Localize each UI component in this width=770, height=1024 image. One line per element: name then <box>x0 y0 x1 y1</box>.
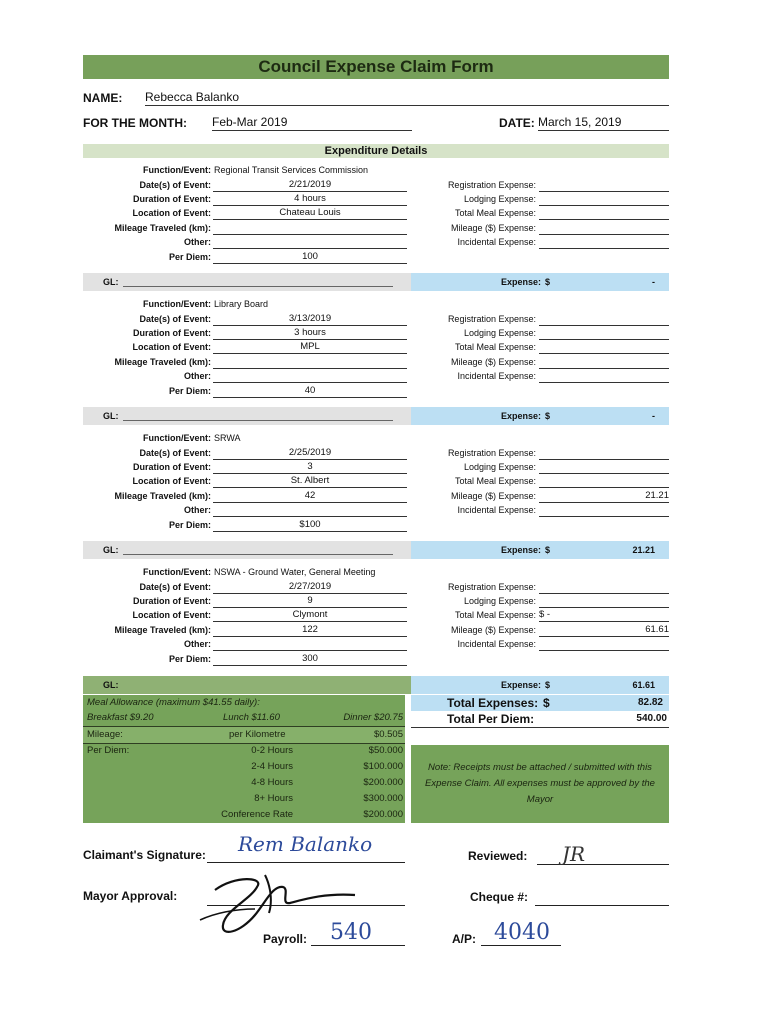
incidental-label: Incidental Expense: <box>457 371 536 381</box>
mileage-km-field[interactable]: 42 <box>213 489 407 503</box>
per-diem-rates-label: Per Diem: <box>87 745 130 756</box>
duration-field[interactable]: 9 <box>213 594 407 608</box>
reviewed-label: Reviewed: <box>468 849 528 863</box>
expense-value: 61.61 <box>632 680 655 690</box>
location-field[interactable]: St. Albert <box>213 474 407 488</box>
meal-label: Total Meal Expense: <box>454 476 536 486</box>
mileage-rate-label: Mileage: <box>87 729 123 740</box>
mileage-km-label: Mileage Traveled (km): <box>114 625 211 635</box>
rate-value-2-4: $100.000 <box>363 761 403 772</box>
expense-cell <box>411 676 669 694</box>
dates-field[interactable]: 2/27/2019 <box>213 580 407 594</box>
expense-dollar: $ <box>545 545 551 555</box>
duration-label: Duration of Event: <box>133 328 211 338</box>
total-expenses-value: 82.82 <box>637 697 663 708</box>
per-diem-label: Per Diem: <box>168 654 211 664</box>
expense-label: Expense: <box>501 545 542 555</box>
gl-label: GL: <box>103 545 119 555</box>
expenditure-details-header: Expenditure Details <box>83 144 669 158</box>
gl-label: GL: <box>103 680 119 690</box>
form-title: Council Expense Claim Form <box>83 55 669 79</box>
payroll-line[interactable] <box>311 945 405 946</box>
ap-line[interactable] <box>481 945 561 946</box>
lodging-field[interactable] <box>539 460 669 474</box>
expense-dollar: $ <box>545 680 551 690</box>
per-diem-label: Per Diem: <box>168 520 211 530</box>
gl-expense-row <box>83 541 669 559</box>
per-diem-field[interactable]: $100 <box>213 518 407 532</box>
lodging-field[interactable] <box>539 326 669 340</box>
rate-label-4-8: 4-8 Hours <box>251 777 293 788</box>
lodging-label: Lodging Expense: <box>463 194 536 204</box>
expense-cell <box>411 541 669 559</box>
mileage-rate-unit: per Kilometre <box>229 729 286 740</box>
rate-label-0-2: 0-2 Hours <box>251 745 293 756</box>
dates-label: Date(s) of Event: <box>139 314 211 324</box>
expense-dollar: $ <box>545 277 551 287</box>
meal-label: Total Meal Expense: <box>454 208 536 218</box>
expense-label: Expense: <box>501 411 542 421</box>
rate-value-conference: $200.000 <box>363 809 403 820</box>
gl-field[interactable] <box>123 286 393 287</box>
dates-field[interactable]: 2/21/2019 <box>213 178 407 192</box>
location-label: Location of Event: <box>132 610 211 620</box>
name-field[interactable]: Rebecca Balanko <box>145 90 669 106</box>
name-label: NAME: <box>83 91 123 105</box>
function-label: Function/Event: <box>143 299 211 309</box>
registration-label: Registration Expense: <box>447 448 536 458</box>
per-diem-label: Per Diem: <box>168 386 211 396</box>
dates-field[interactable]: 3/13/2019 <box>213 312 407 326</box>
gl-label: GL: <box>103 411 119 421</box>
other-label: Other: <box>184 505 211 515</box>
function-value[interactable]: SRWA <box>214 433 241 443</box>
receipts-note: Note: Receipts must be attached / submitted with this Expense Claim. All expenses must be approved by the Mayor <box>411 745 669 823</box>
registration-label: Registration Expense: <box>447 582 536 592</box>
per-diem-field[interactable]: 300 <box>213 652 407 666</box>
location-field[interactable]: MPL <box>213 340 407 354</box>
reviewed-line[interactable] <box>537 864 669 865</box>
meal-label: Total Meal Expense: <box>454 342 536 352</box>
total-expenses-dollar: $ <box>543 696 550 710</box>
lunch-rate: Lunch $11.60 <box>223 712 280 723</box>
other-field[interactable] <box>213 235 407 249</box>
dates-label: Date(s) of Event: <box>139 180 211 190</box>
claimant-signature-label: Claimant's Signature: <box>83 848 206 862</box>
meal-field[interactable] <box>539 206 669 220</box>
lodging-field[interactable] <box>539 594 669 608</box>
function-label: Function/Event: <box>143 567 211 577</box>
mileage-cost-label: Mileage ($) Expense: <box>450 357 536 367</box>
meal-field[interactable] <box>539 474 669 488</box>
other-label: Other: <box>184 639 211 649</box>
gl-field[interactable] <box>123 420 393 421</box>
ap-value: 4040 <box>494 920 550 945</box>
incidental-field[interactable] <box>539 369 669 383</box>
incidental-field[interactable] <box>539 637 669 651</box>
lodging-label: Lodging Expense: <box>463 596 536 606</box>
lodging-label: Lodging Expense: <box>463 328 536 338</box>
expense-dollar: $ <box>545 411 551 421</box>
rate-value-4-8: $200.000 <box>363 777 403 788</box>
per-diem-label: Per Diem: <box>168 252 211 262</box>
expense-value: - <box>652 277 655 287</box>
location-field[interactable]: Chateau Louis <box>213 206 407 220</box>
dates-label: Date(s) of Event: <box>139 448 211 458</box>
registration-label: Registration Expense: <box>447 314 536 324</box>
incidental-field[interactable] <box>539 235 669 249</box>
date-label: DATE: <box>499 116 535 130</box>
expense-label: Expense: <box>501 680 542 690</box>
breakfast-rate: Breakfast $9.20 <box>87 712 154 723</box>
total-per-diem-row <box>411 711 669 728</box>
incidental-field[interactable] <box>539 503 669 517</box>
gl-cell <box>83 273 411 291</box>
gl-field[interactable] <box>123 554 393 555</box>
allowance-table <box>83 695 405 823</box>
total-expenses-row <box>411 695 669 711</box>
registration-field[interactable] <box>539 312 669 326</box>
duration-field[interactable]: 3 hours <box>213 326 407 340</box>
month-field[interactable]: Feb-Mar 2019 <box>212 115 412 131</box>
registration-label: Registration Expense: <box>447 180 536 190</box>
rate-value-0-2: $50.000 <box>368 745 403 756</box>
other-field[interactable] <box>213 503 407 517</box>
incidental-label: Incidental Expense: <box>457 639 536 649</box>
expense-cell <box>411 407 669 425</box>
rate-label-8-plus: 8+ Hours <box>254 793 293 804</box>
duration-field[interactable]: 3 <box>213 460 407 474</box>
gl-expense-row <box>83 273 669 291</box>
function-value[interactable]: NSWA - Ground Water, General Meeting <box>214 567 376 577</box>
mileage-km-label: Mileage Traveled (km): <box>114 223 211 233</box>
duration-field[interactable]: 4 hours <box>213 192 407 206</box>
mileage-cost-label: Mileage ($) Expense: <box>450 223 536 233</box>
gl-cell <box>83 676 411 694</box>
mileage-km-field[interactable]: 122 <box>213 623 407 637</box>
mileage-cost-label: Mileage ($) Expense: <box>450 491 536 501</box>
per-diem-field[interactable]: 100 <box>213 250 407 264</box>
total-per-diem-value: 540.00 <box>636 713 667 724</box>
date-field[interactable]: March 15, 2019 <box>538 115 669 131</box>
ap-label: A/P: <box>452 932 476 946</box>
mileage-cost-field[interactable]: 61.61 <box>539 623 669 637</box>
function-label: Function/Event: <box>143 433 211 443</box>
duration-label: Duration of Event: <box>133 596 211 606</box>
expense-cell <box>411 273 669 291</box>
gl-cell <box>83 541 411 559</box>
cheque-line[interactable] <box>535 905 669 906</box>
reviewed-initials: JR <box>562 842 586 866</box>
payroll-value: 540 <box>330 920 372 945</box>
other-label: Other: <box>184 237 211 247</box>
cheque-label: Cheque #: <box>470 890 529 904</box>
rate-label-2-4: 2-4 Hours <box>251 761 293 772</box>
gl-expense-row <box>83 407 669 425</box>
gl-label: GL: <box>103 277 119 287</box>
mayor-approval-label: Mayor Approval: <box>83 889 178 903</box>
total-per-diem-label: Total Per Diem: <box>447 712 535 726</box>
incidental-label: Incidental Expense: <box>457 505 536 515</box>
dates-field[interactable]: 2/25/2019 <box>213 446 407 460</box>
function-label: Function/Event: <box>143 165 211 175</box>
registration-field[interactable] <box>539 178 669 192</box>
expense-label: Expense: <box>501 277 542 287</box>
claimant-signature: Rem Balanko <box>238 832 373 856</box>
gl-cell <box>83 407 411 425</box>
month-label: FOR THE MONTH: <box>83 116 187 130</box>
total-expenses-label: Total Expenses: <box>447 696 539 710</box>
mileage-km-label: Mileage Traveled (km): <box>114 491 211 501</box>
claimant-signature-line[interactable] <box>207 862 405 863</box>
duration-label: Duration of Event: <box>133 462 211 472</box>
mileage-cost-field[interactable] <box>539 221 669 235</box>
expense-value: 21.21 <box>632 545 655 555</box>
other-field[interactable] <box>213 637 407 651</box>
duration-label: Duration of Event: <box>133 194 211 204</box>
mileage-rate-row <box>83 726 405 744</box>
location-field[interactable]: Clymont <box>213 608 407 622</box>
lodging-label: Lodging Expense: <box>463 462 536 472</box>
payroll-label: Payroll: <box>263 932 308 946</box>
mileage-km-label: Mileage Traveled (km): <box>114 357 211 367</box>
rate-value-8-plus: $300.000 <box>363 793 403 804</box>
registration-field[interactable] <box>539 580 669 594</box>
lodging-field[interactable] <box>539 192 669 206</box>
mileage-km-field[interactable] <box>213 355 407 369</box>
mileage-km-field[interactable] <box>213 221 407 235</box>
registration-field[interactable] <box>539 446 669 460</box>
meal-allowance-header: Meal Allowance (maximum $41.55 daily): <box>87 697 260 708</box>
mileage-cost-field[interactable]: 21.21 <box>539 489 669 503</box>
function-value[interactable]: Regional Transit Services Commission <box>214 165 369 175</box>
other-field[interactable] <box>213 369 407 383</box>
location-label: Location of Event: <box>132 342 211 352</box>
dates-label: Date(s) of Event: <box>139 582 211 592</box>
meal-field[interactable] <box>539 340 669 354</box>
per-diem-field[interactable]: 40 <box>213 384 407 398</box>
other-label: Other: <box>184 371 211 381</box>
function-value[interactable]: Library Board <box>214 299 269 309</box>
location-label: Location of Event: <box>132 476 211 486</box>
rate-label-conference: Conference Rate <box>221 809 293 820</box>
meal-label: Total Meal Expense: <box>454 610 536 620</box>
incidental-label: Incidental Expense: <box>457 237 536 247</box>
mileage-cost-field[interactable] <box>539 355 669 369</box>
dinner-rate: Dinner $20.75 <box>343 712 403 723</box>
mileage-cost-label: Mileage ($) Expense: <box>450 625 536 635</box>
location-label: Location of Event: <box>132 208 211 218</box>
meal-field[interactable]: $ - <box>539 608 669 622</box>
expense-value: - <box>652 411 655 421</box>
mileage-rate-value: $0.505 <box>373 729 403 740</box>
